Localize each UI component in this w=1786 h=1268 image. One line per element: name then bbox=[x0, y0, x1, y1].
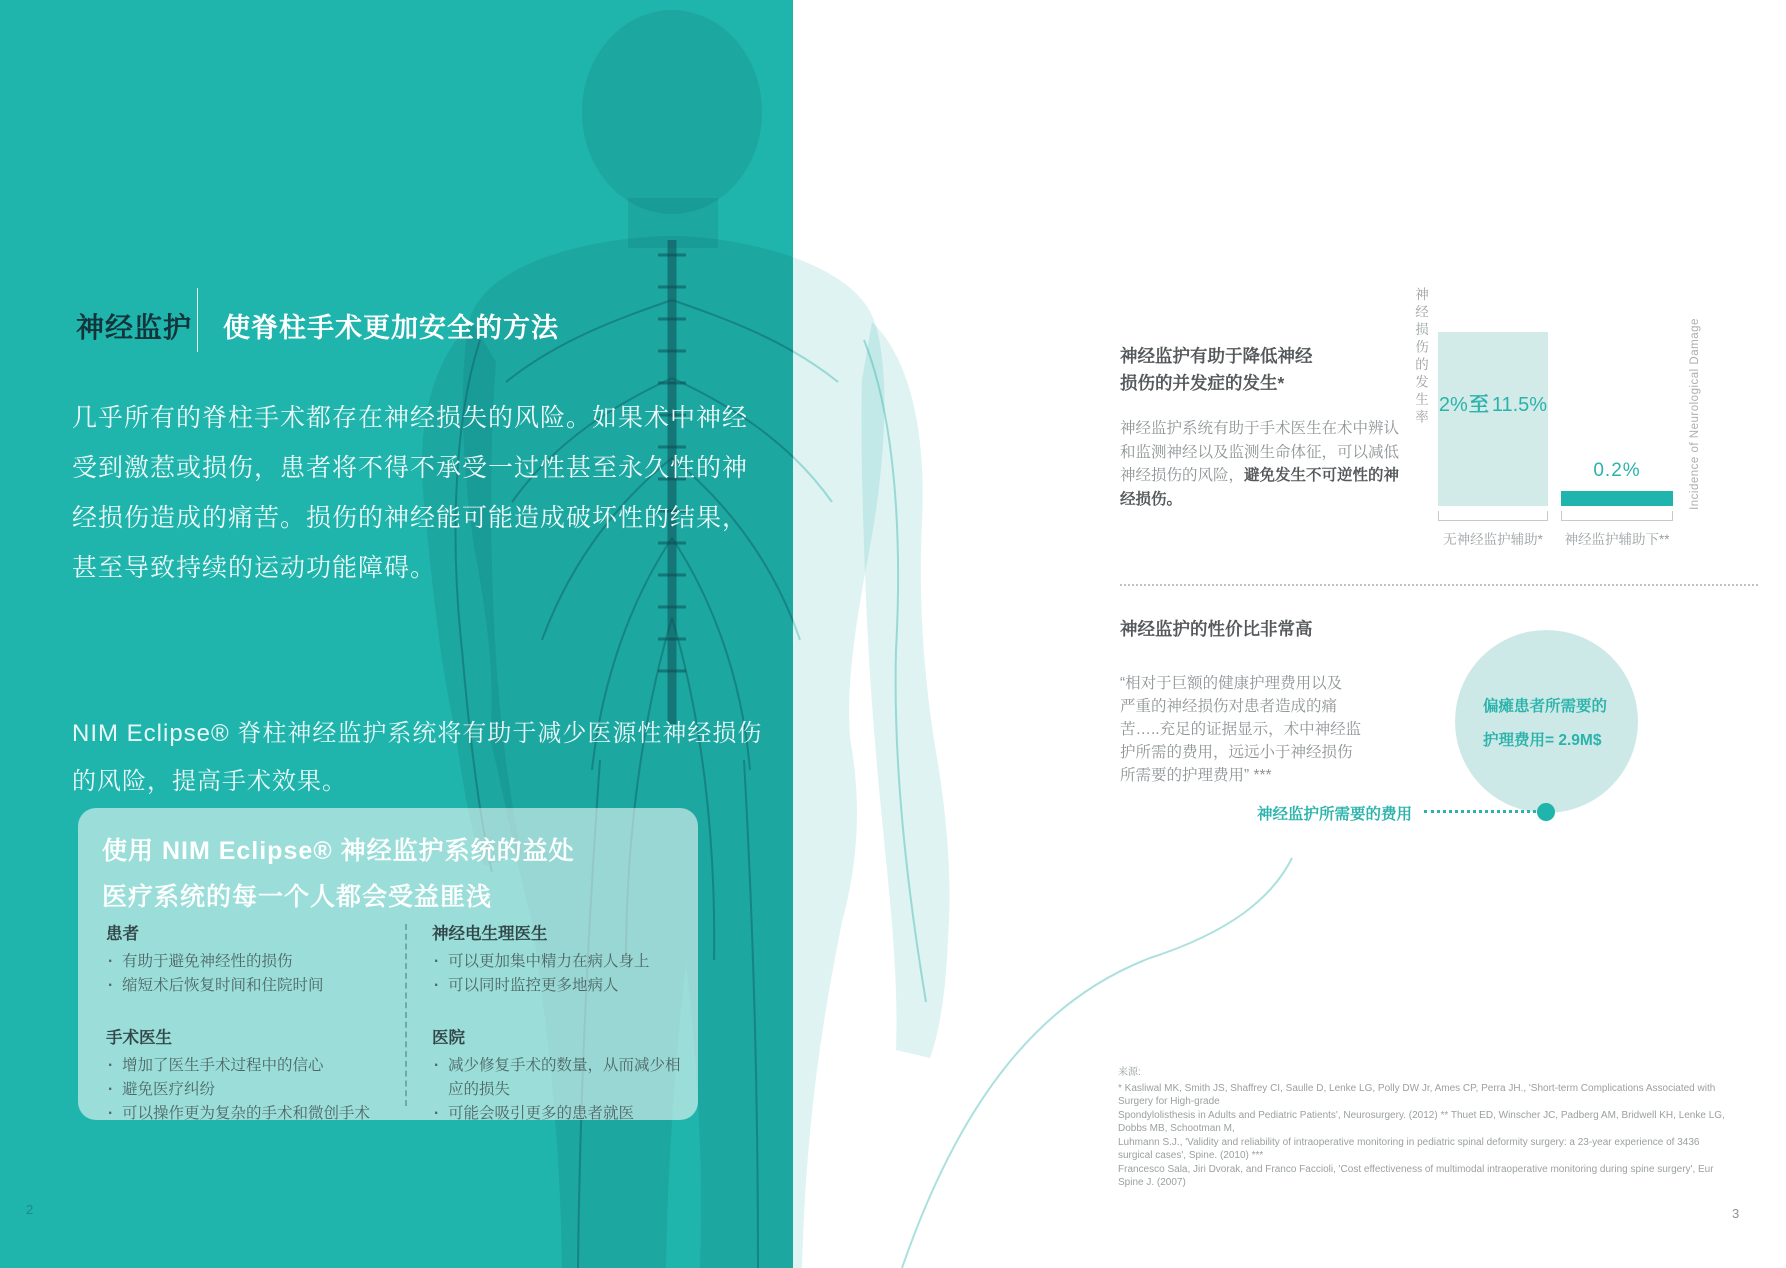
risk-title-line1: 神经监护有助于降低神经 bbox=[1120, 346, 1313, 366]
benefits-title-line1: 使用 NIM Eclipse® 神经监护系统的益处 bbox=[102, 837, 575, 865]
care-cost-line2: 护理费用= 2.9M$ bbox=[1483, 732, 1602, 749]
benefit-item: · 可以操作更为复杂的手术和微创手术 bbox=[106, 1102, 402, 1126]
quote-line: 苦…..充足的证据显示，术中神经监 bbox=[1120, 721, 1362, 738]
intro-line: 几乎所有的脊柱手术都存在神经损失的风险。如果术中神经 bbox=[72, 404, 749, 432]
chart-bracket bbox=[1438, 511, 1548, 521]
footnote-line: Spondylolisthesis in Adults and Pediatric Patients', Neurosurgery. (2012) ** Thuet ED, Winscher JC, Padberg AM, Bridwell KH, Lenke LG, Dobbs MB, Schootman M, bbox=[1118, 1109, 1725, 1134]
page-number-left: 2 bbox=[26, 1202, 34, 1217]
footnote-source-label: 来源: bbox=[1118, 1067, 1141, 1078]
page-number-right: 3 bbox=[1732, 1206, 1740, 1221]
monitoring-cost-dot bbox=[1537, 803, 1555, 821]
care-cost-circle bbox=[1455, 630, 1638, 813]
benefit-group-heading: 患者 bbox=[106, 925, 139, 943]
chart-bar-value bbox=[1438, 388, 1548, 417]
benefit-group-surgeons bbox=[106, 1024, 402, 1126]
bar1-value-mid: 至 bbox=[1468, 394, 1489, 416]
benefit-item: · 减少修复手术的数量，从而减少相应的损失 bbox=[432, 1054, 688, 1102]
risk-section-body bbox=[1120, 417, 1414, 511]
nim-paragraph bbox=[72, 710, 762, 806]
benefit-item: · 缩短术后恢复时间和住院时间 bbox=[106, 974, 402, 998]
benefits-box bbox=[78, 808, 698, 1120]
risk-title-line2: 损伤的并发症的发生* bbox=[1120, 373, 1285, 393]
bar1-value-pre: 2% bbox=[1438, 394, 1468, 416]
leader-dotted-line bbox=[1424, 810, 1536, 813]
chart-bar-value: 0.2% bbox=[1593, 460, 1641, 481]
monitoring-cost-label: 神经监护所需要的费用 bbox=[1257, 806, 1413, 823]
risk-section-title bbox=[1120, 343, 1313, 397]
benefit-group-patients bbox=[106, 920, 402, 998]
cost-quote bbox=[1120, 672, 1480, 787]
benefit-item: · 增加了医生手术过程中的信心 bbox=[106, 1054, 402, 1078]
intro-paragraph bbox=[72, 393, 748, 593]
intro-line: 经损伤造成的痛苦。损伤的神经能可能造成破坏性的结果， bbox=[72, 504, 749, 532]
footnote-line: * Kasliwal MK, Smith JS, Shaffrey CI, Saulle D, Lenke LG, Polly DW Jr, Ames CP, Perra JH., 'Short-term Complications Associated with Surgery for High-grade bbox=[1118, 1082, 1716, 1107]
benefit-item: · 有助于避免神经性的损伤 bbox=[106, 950, 402, 974]
benefits-title-line2: 医疗系统的每一个人都会受益匪浅 bbox=[102, 883, 493, 911]
chart-bar-no-monitoring bbox=[1438, 332, 1548, 506]
benefit-item: · 避免医疗纠纷 bbox=[106, 1078, 402, 1102]
benefits-column-divider bbox=[405, 924, 407, 1106]
footnote-line: Luhmann S.J., 'Validity and reliability of intraoperative monitoring in pediatric spinal deformity surgery: a 23-year experience of 3436 surgical cases', Spine. (2010) *** bbox=[1118, 1136, 1700, 1161]
benefits-column-right bbox=[432, 920, 688, 1152]
section-kicker: 神经监护 bbox=[76, 312, 193, 343]
chart-right-axis-label: Incidence of Neurological Damage bbox=[1689, 318, 1701, 510]
chart-category-label: 无神经监护辅助* bbox=[1443, 532, 1543, 547]
benefit-item: · 可以同时监控更多地病人 bbox=[432, 974, 688, 998]
quote-line: 护所需的费用，远远小于神经损伤 bbox=[1120, 744, 1353, 761]
benefit-group-neurophysiologists bbox=[432, 920, 688, 998]
quote-line: 严重的神经损伤对患者造成的痛 bbox=[1120, 698, 1338, 715]
quote-line: “相对于巨额的健康护理费用以及 bbox=[1120, 675, 1343, 692]
section-separator bbox=[1120, 584, 1758, 586]
risk-body-normal: 神经监护系统有助于手术医生在术中辨认和监测神经以及监测生命体征，可以减低神经损伤的风险， bbox=[1120, 420, 1400, 484]
footnote-line: Francesco Sala, Jiri Dvorak, and Franco Faccioli, 'Cost effectiveness of multimodal intraoperative monitoring during spine surgery', Eur Spine J. (2007) bbox=[1118, 1163, 1714, 1188]
bar1-value-post: 11.5% bbox=[1491, 394, 1548, 416]
chart-bracket bbox=[1561, 511, 1673, 521]
care-cost-text bbox=[1483, 690, 1607, 758]
benefit-item: · 可以更加集中精力在病人身上 bbox=[432, 950, 688, 974]
nim-line: 的风险，提高手术效果。 bbox=[72, 768, 347, 795]
nim-line: NIM Eclipse® 脊柱神经监护系统将有助于减少医源性神经损伤 bbox=[72, 720, 763, 747]
chart-y-axis-label: 神经损伤的发生率 bbox=[1413, 287, 1428, 427]
benefit-group-heading: 神经电生理医生 bbox=[432, 925, 548, 943]
benefits-column-left bbox=[106, 920, 402, 1152]
care-cost-line1: 偏瘫患者所需要的 bbox=[1483, 698, 1608, 715]
footnotes bbox=[1118, 1066, 1728, 1190]
chart-bar-with-monitoring bbox=[1561, 491, 1673, 506]
benefit-group-heading: 医院 bbox=[432, 1029, 465, 1047]
intro-line: 甚至导致持续的运动功能障碍。 bbox=[72, 554, 437, 582]
chart-category-label: 神经监护辅助下** bbox=[1564, 532, 1670, 547]
benefit-group-hospitals bbox=[432, 1024, 688, 1126]
quote-line: 所需要的护理费用” *** bbox=[1120, 767, 1272, 784]
cost-section-title: 神经监护的性价比非常高 bbox=[1120, 619, 1313, 639]
benefit-item: · 可能会吸引更多的患者就医 bbox=[432, 1102, 688, 1126]
page-headline: 使脊柱手术更加安全的方法 bbox=[223, 313, 559, 343]
benefit-group-heading: 手术医生 bbox=[106, 1029, 172, 1047]
risk-body-bold: 避免发生不可逆性的神经损伤。 bbox=[1120, 467, 1400, 508]
intro-line: 受到激惹或损伤，患者将不得不承受一过性甚至永久性的神 bbox=[72, 454, 749, 482]
benefits-title bbox=[102, 828, 575, 920]
header-divider bbox=[197, 288, 198, 352]
